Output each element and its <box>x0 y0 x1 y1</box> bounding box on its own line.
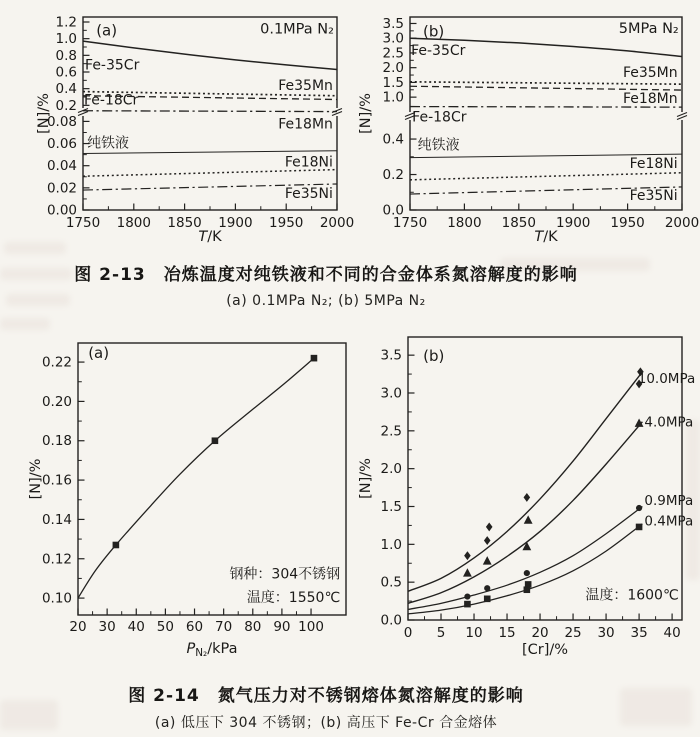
y-tick-label: 0.14 <box>41 511 72 528</box>
series-line-Fe18Ni <box>83 170 337 177</box>
square-marker <box>525 581 532 588</box>
y-tick-label: 1.2 <box>55 14 77 31</box>
diamond-marker <box>464 551 471 560</box>
y-tick-label: 0.16 <box>41 472 72 489</box>
chart-label: (b) <box>423 22 445 41</box>
y-tick-label: 0.22 <box>41 354 72 371</box>
square-marker <box>311 355 318 362</box>
y-axis-label: [N]/% <box>36 93 52 134</box>
x-tick-label: 15 <box>498 625 516 641</box>
series-line-Fe18Mn <box>410 86 682 90</box>
square-marker <box>113 542 120 549</box>
chart-label: 0.1MPa N₂ <box>260 21 334 38</box>
chart-label: Fe18Mn <box>622 91 678 108</box>
square-marker <box>636 524 643 531</box>
y-tick-label: 1.0 <box>55 31 77 48</box>
chart-label: Fe-18Cr <box>84 92 139 109</box>
figure-2-13-caption: 图 2-13 冶炼温度对纯铁液和不同的合金体系氮溶解度的影响 <box>74 265 578 285</box>
x-tick-label: 1750 <box>392 215 428 231</box>
y-tick-label: 0.6 <box>55 64 77 81</box>
chart-label: (b) <box>423 347 445 366</box>
x-tick-label: 1950 <box>269 215 304 231</box>
y-tick-label: 0.04 <box>46 158 77 175</box>
y-tick-label: 0.18 <box>41 433 72 450</box>
scan-bleed-artifact <box>0 318 50 330</box>
x-axis-label: T/K <box>534 229 558 245</box>
x-tick-label: 80 <box>244 619 262 635</box>
x-tick-label: 25 <box>564 625 582 641</box>
y-tick-label: 0.4 <box>382 131 404 148</box>
chart-label: Fe35Ni <box>284 186 333 203</box>
y-axis-label: [N]/% <box>358 93 374 134</box>
x-axis-label: T/K <box>198 229 222 245</box>
y-axis-label: [N]/% <box>358 458 374 499</box>
chart-label: 纯铁液 <box>87 135 130 152</box>
x-tick-label: 5 <box>436 625 446 641</box>
x-tick-label: 20 <box>69 619 87 635</box>
chart-label: (a) <box>96 21 118 40</box>
x-tick-label: 40 <box>127 619 145 635</box>
y-tick-label: 0.2 <box>382 167 404 184</box>
x-tick-label: 1850 <box>167 215 202 231</box>
chart-label: 温度：1550℃ <box>246 590 341 607</box>
chart-fig2-14-panel-a <box>30 333 370 665</box>
chart-label: Fe18Mn <box>278 116 333 133</box>
diamond-marker <box>484 536 491 545</box>
y-tick-label: 0.00 <box>46 202 77 219</box>
y-tick-label: 1.0 <box>382 89 404 106</box>
chart-label: 5MPa N₂ <box>618 20 679 37</box>
x-tick-label: 1900 <box>556 215 591 231</box>
y-tick-label: 0.4 <box>55 81 77 98</box>
x-tick-label: 60 <box>185 619 204 635</box>
x-tick-label: 100 <box>298 619 324 635</box>
chart-fig2-13-panel-a <box>36 5 355 257</box>
x-tick-label: 35 <box>630 625 648 641</box>
x-tick-label: 2000 <box>664 215 700 231</box>
figure-2-14-subcaption: (a) 低压下 304 不锈钢；(b) 高压下 Fe-Cr 合金熔体 <box>154 715 498 731</box>
chart-label: Fe35Mn <box>622 65 678 82</box>
y-tick-label: 3.5 <box>380 347 402 364</box>
chart-label: Fe18Ni <box>284 154 333 171</box>
y-tick-label: 3.0 <box>382 30 404 47</box>
chart-label: 4.0MPa <box>644 414 694 431</box>
chart-label: (a) <box>88 344 110 363</box>
diamond-marker <box>486 523 493 532</box>
x-tick-label: 1850 <box>501 215 536 231</box>
triangle-marker <box>483 556 492 564</box>
chart-label: 温度：1600℃ <box>585 587 679 604</box>
chart-fig2-14-panel-b <box>358 328 700 673</box>
series-line-Fe18Mn <box>83 111 337 112</box>
x-axis-label: $P_{N_2}$/kPa <box>186 641 238 659</box>
triangle-marker <box>524 515 533 523</box>
y-tick-label: 1.5 <box>382 74 404 91</box>
x-tick-label: 40 <box>663 625 681 641</box>
y-tick-label: 0.12 <box>41 551 72 568</box>
chart-label: Fe-18Cr <box>412 109 467 126</box>
x-tick-label: 30 <box>597 625 615 641</box>
circle-marker <box>464 593 470 599</box>
series-line-304不锈钢 <box>78 358 314 598</box>
x-tick-label: 10 <box>465 625 483 641</box>
x-tick-label: 1750 <box>65 215 101 231</box>
square-marker <box>464 601 471 608</box>
square-marker <box>212 437 219 444</box>
x-tick-label: 30 <box>98 619 116 635</box>
y-tick-label: 0.5 <box>380 574 402 591</box>
triangle-marker <box>522 542 531 550</box>
y-tick-label: 0.8 <box>55 47 77 64</box>
x-axis-label: [Cr]/% <box>521 642 569 658</box>
series-line-4.0MPa <box>408 422 642 604</box>
x-tick-label: 50 <box>156 619 174 635</box>
x-tick-label: 2000 <box>319 215 355 231</box>
figure-2-13-subcaption: (a) 0.1MPa N₂; (b) 5MPa N₂ <box>226 293 426 309</box>
chart-label: Fe18Ni <box>629 155 678 172</box>
triangle-marker <box>463 568 472 576</box>
chart-label: 钢种：304不锈钢 <box>229 566 341 583</box>
y-tick-label: 0.08 <box>46 113 77 130</box>
chart-label: 10.0MPa <box>637 371 696 388</box>
y-tick-label: 0.06 <box>46 136 77 153</box>
series-line-10.0MPa <box>408 372 642 591</box>
y-tick-label: 0.10 <box>41 590 72 607</box>
circle-marker <box>636 505 642 511</box>
square-marker <box>484 596 491 603</box>
diamond-marker <box>524 493 531 502</box>
chart-label: 0.4MPa <box>644 513 694 530</box>
y-tick-label: 1.0 <box>380 536 402 553</box>
x-tick-label: 90 <box>273 619 291 635</box>
x-tick-label: 70 <box>215 619 233 635</box>
circle-marker <box>524 570 530 576</box>
y-tick-label: 0.20 <box>41 393 72 410</box>
circle-marker <box>484 585 490 591</box>
y-tick-label: 0.0 <box>382 202 404 219</box>
x-tick-label: 0 <box>403 625 413 641</box>
y-tick-label: 0.2 <box>55 97 77 114</box>
y-tick-label: 2.5 <box>382 45 404 62</box>
chart-label: Fe-35Cr <box>411 43 466 60</box>
chart-label: 0.9MPa <box>644 492 694 509</box>
figure-2-14-caption: 图 2-14 氮气压力对不锈钢熔体氮溶解度的影响 <box>128 686 524 706</box>
y-tick-label: 1.5 <box>380 498 402 515</box>
y-tick-label: 0.02 <box>46 180 77 197</box>
y-axis-label: [N]/% <box>28 458 44 500</box>
y-tick-label: 2.5 <box>380 423 402 440</box>
x-tick-label: 1800 <box>447 215 482 231</box>
chart-label: 纯铁液 <box>417 137 460 154</box>
series-line-Fe18Ni <box>410 173 682 180</box>
series-line-Fe35Mn <box>410 82 682 84</box>
chart-label: Fe35Mn <box>278 77 333 94</box>
x-tick-label: 1950 <box>610 215 645 231</box>
x-tick-label: 20 <box>531 625 549 641</box>
x-tick-label: 1800 <box>116 215 151 231</box>
y-tick-label: 0.0 <box>380 612 402 629</box>
y-tick-label: 3.5 <box>382 15 404 32</box>
chart-label: Fe-35Cr <box>85 57 140 74</box>
y-tick-label: 2.0 <box>380 461 402 478</box>
y-tick-label: 3.0 <box>380 385 402 402</box>
x-tick-label: 1900 <box>218 215 253 231</box>
chart-fig2-13-panel-b <box>360 5 700 257</box>
y-tick-label: 2.0 <box>382 60 404 77</box>
chart-label: Fe35Ni <box>629 187 678 204</box>
